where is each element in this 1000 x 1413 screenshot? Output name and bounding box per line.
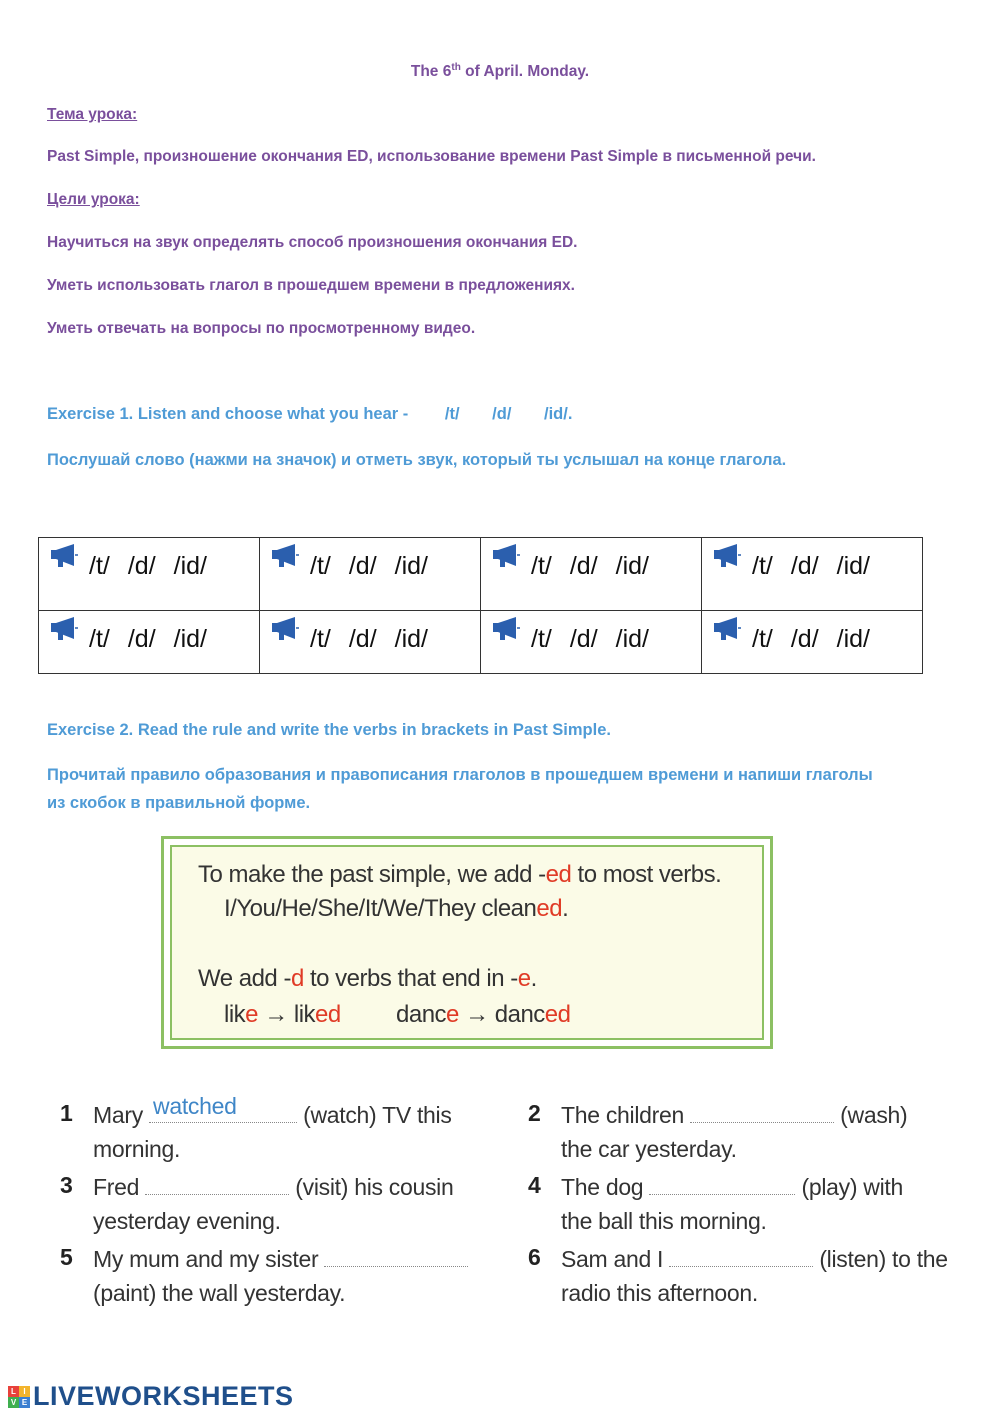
- option-id[interactable]: /id/: [394, 625, 428, 653]
- sound-cell: [39, 611, 260, 674]
- megaphone-icon[interactable]: [49, 544, 79, 570]
- option-t[interactable]: /t/: [310, 552, 331, 580]
- option-t[interactable]: /t/: [752, 552, 773, 580]
- rule-line-3: We add -d to verbs that end in -e.: [198, 965, 537, 992]
- exercise1-title: Exercise 1. Listen and choose what you hear - /t/ /d/ /id/.: [47, 405, 573, 423]
- answer-blank-1[interactable]: [149, 1093, 297, 1123]
- option-id[interactable]: /id/: [394, 552, 428, 580]
- goal-item: Уметь отвечать на вопросы по просмотренному видео.: [47, 320, 476, 337]
- option-id[interactable]: /id/: [615, 625, 649, 653]
- rule-box-inner: [170, 845, 764, 1040]
- option-t[interactable]: /t/: [89, 625, 110, 653]
- rule-line-1: To make the past simple, we add -ed to most verbs.: [198, 861, 722, 888]
- megaphone-icon[interactable]: [270, 617, 300, 643]
- option-t[interactable]: /t/: [752, 625, 773, 653]
- exercise2-instruction-line1: Прочитай правило образования и правописания глаголов в прошедшем времени и напиши глаголы: [47, 766, 873, 784]
- sound-choice-table: [38, 537, 923, 674]
- answer-blank-5[interactable]: [324, 1244, 468, 1267]
- topic-label: Тема урока:: [47, 106, 138, 123]
- sound-cell: [702, 538, 923, 611]
- megaphone-icon[interactable]: [49, 617, 79, 643]
- megaphone-icon[interactable]: [491, 544, 521, 570]
- exercise2-title: Exercise 2. Read the rule and write the verbs in brackets in Past Simple.: [47, 721, 611, 739]
- option-d[interactable]: /d/: [569, 625, 598, 653]
- answer-blank-6[interactable]: [669, 1244, 813, 1267]
- option-id[interactable]: /id/: [173, 552, 207, 580]
- option-t[interactable]: /t/: [531, 625, 552, 653]
- answer-blank-4[interactable]: [649, 1172, 795, 1195]
- goals-label: Цели урока:: [47, 191, 140, 208]
- page-date: The 6th of April. Monday.: [410, 62, 590, 81]
- liveworksheets-logo: [8, 1381, 294, 1412]
- answer-blank-3[interactable]: [145, 1172, 289, 1195]
- sound-cell: [481, 611, 702, 674]
- option-d[interactable]: /d/: [127, 552, 156, 580]
- exercise1-instruction: Послушай слово (нажми на значок) и отметь звук, который ты услышал на конце глагола.: [47, 451, 787, 469]
- brand-name: LIVEWORKSHEETS: [33, 1381, 294, 1411]
- rule-example-dance: dance → danced: [396, 1001, 571, 1028]
- option-t[interactable]: /t/: [89, 552, 110, 580]
- option-t[interactable]: /t/: [310, 625, 331, 653]
- megaphone-icon[interactable]: [491, 617, 521, 643]
- answer-text: watched: [153, 1093, 237, 1119]
- option-id[interactable]: /id/: [173, 625, 207, 653]
- topic-text: Past Simple, произношение окончания ED, использование времени Past Simple в письменной речи.: [47, 148, 816, 165]
- option-d[interactable]: /d/: [348, 552, 377, 580]
- option-d[interactable]: /d/: [790, 552, 819, 580]
- sound-cell: [481, 538, 702, 611]
- option-d[interactable]: /d/: [348, 625, 377, 653]
- sound-cell: [39, 538, 260, 611]
- sound-cell: [702, 611, 923, 674]
- answer-blank-2[interactable]: [690, 1100, 834, 1123]
- megaphone-icon[interactable]: [712, 617, 742, 643]
- option-d[interactable]: /d/: [790, 625, 819, 653]
- exercise2-instruction-line2: из скобок в правильной форме.: [47, 794, 311, 812]
- rule-example-like: like → liked: [224, 1001, 341, 1028]
- megaphone-icon[interactable]: [712, 544, 742, 570]
- sound-cell: [260, 538, 481, 611]
- goal-item: Научиться на звук определять способ произношения окончания ED.: [47, 234, 578, 251]
- sound-cell: [260, 611, 481, 674]
- option-id[interactable]: /id/: [615, 552, 649, 580]
- rule-line-2: I/You/He/She/It/We/They cleaned.: [224, 895, 569, 922]
- option-id[interactable]: /id/: [836, 625, 870, 653]
- option-id[interactable]: /id/: [836, 552, 870, 580]
- option-t[interactable]: /t/: [531, 552, 552, 580]
- megaphone-icon[interactable]: [270, 544, 300, 570]
- rule-box: [161, 836, 773, 1049]
- liveworksheets-logo-icon: L I V E: [8, 1386, 30, 1408]
- option-d[interactable]: /d/: [569, 552, 598, 580]
- goal-item: Уметь использовать глагол в прошедшем времени в предложениях.: [47, 277, 575, 294]
- option-d[interactable]: /d/: [127, 625, 156, 653]
